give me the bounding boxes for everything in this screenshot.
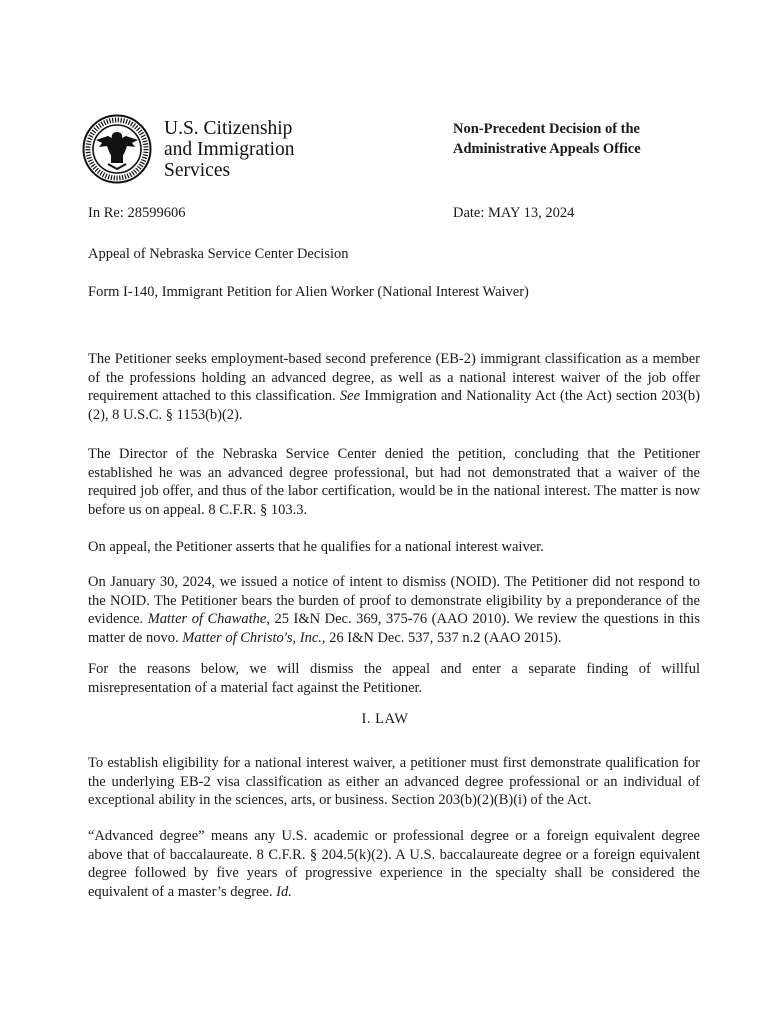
paragraph-7: “Advanced degree” means any U.S. academic or professional degree or a foreign equivalent degree above that of baccalaureate. 8 C.F.R. § 204.5(k)(2). A U.S. baccalaureate degree or a foreign equivalent degree followed by five years of progressive experience in the specialty shall be considered the equivalent of a master’s degree. Id. [88,828,700,900]
decision-type-line-1: Non-Precedent Decision of the [453,121,640,137]
paragraph-5: For the reasons below, we will dismiss the appeal and enter a separate finding of willful misrepresentation of a material fact against the Petitioner. [88,661,700,696]
form-line: Form I-140, Immigrant Petition for Alien Worker (National Interest Waiver) [88,284,529,300]
appeal-of-line: Appeal of Nebraska Service Center Decision [88,246,349,262]
section-heading: I. LAW [361,711,409,727]
paragraph-6: To establish eligibility for a national interest waiver, a petitioner must first demonstrate qualification for the underlying EB-2 visa classification as either an advanced degree professional or an individual of exceptional ability in the sciences, arts, or business. Section 203(b)(2)(B)(i) of the Act. [88,755,700,808]
decision-date: Date: MAY 13, 2024 [453,205,575,221]
paragraph-4: On January 30, 2024, we issued a notice of intent to dismiss (NOID). The Petitioner did not respond to the NOID. The Petitioner bears the burden of proof to demonstrate eligibility by a preponderance of the evidence. Matter of Chawathe, 25 I&N Dec. 369, 375-76 (AAO 2010). We review the questions in this matter de novo. Matter of Christo's, Inc., 26 I&N Dec. 537, 537 n.2 (AAO 2015). [88,574,700,646]
in-re-number: In Re: 28599606 [88,205,186,221]
paragraph-2: The Director of the Nebraska Service Center denied the petition, concluding that the Petitioner established he was an advanced degree professional, but had not demonstrated that a waiver of the required job offer, and thus of the labor certification, would be in the national interest. The matter is now before us on appeal. 8 C.F.R. § 103.3. [88,446,700,518]
dhs-seal-icon [82,114,152,184]
agency-name-line-1: U.S. Citizenship [164,118,293,139]
agency-name-line-2: and Immigration [164,139,295,160]
agency-header [82,112,342,184]
decision-type-line-2: Administrative Appeals Office [453,141,641,157]
decision-type [453,119,641,159]
paragraph-1: The Petitioner seeks employment-based second preference (EB-2) immigrant classification as a member of the professions holding an advanced degree, as well as a national interest waiver of the job offer requirement attached to this classification. See Immigration and Nationality Act (the Act) section 203(b)(2), 8 U.S.C. § 1153(b)(2). [88,351,700,423]
paragraph-3: On appeal, the Petitioner asserts that he qualifies for a national interest waiver. [88,539,544,555]
agency-name-line-3: Services [164,160,231,181]
